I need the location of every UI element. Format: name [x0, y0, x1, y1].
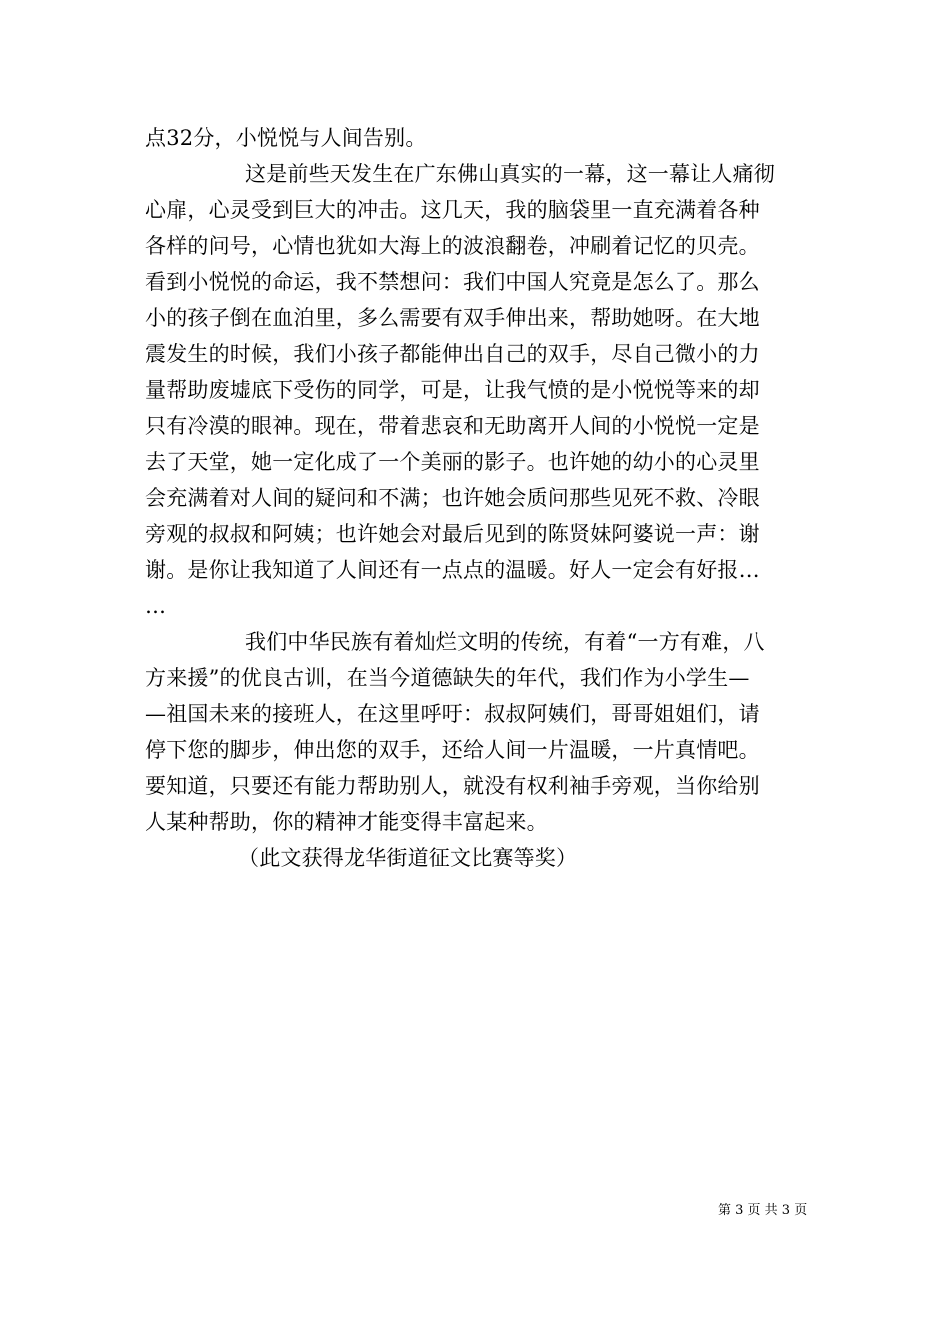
text-line: 我们中华民族有着灿烂文明的传统，有着“一方有难，八 — [245, 630, 765, 654]
text-line: 人某种帮助，你的精神才能变得丰富起来。 — [145, 810, 548, 834]
text-line: 各样的问号，心情也犹如大海上的波浪翻卷，冲刷着记忆的贝壳。 — [145, 234, 760, 258]
text-line: 小的孩子倒在血泊里，多么需要有双手伸出来，帮助她呀。在大地 — [145, 306, 760, 330]
award-note: （此文获得龙华街道征文比赛等奖） — [238, 846, 578, 870]
text-line: 方来援”的优良古训，在当今道德缺失的年代，我们作为小学生— — [145, 666, 750, 690]
text-line: 要知道，只要还有能力帮助别人，就没有权利袖手旁观，当你给别 — [145, 774, 760, 798]
text-line: 旁观的叔叔和阿姨；也许她会对最后见到的陈贤妹阿婆说一声：谢 — [145, 522, 760, 546]
text-line: 谢。是你让我知道了人间还有一点点的温暖。好人一定会有好报… — [145, 558, 760, 582]
page-footer: 第 3 页 共 3 页 — [718, 1203, 808, 1218]
text-line: 看到小悦悦的命运，我不禁想问：我们中国人究竟是怎么了。那么 — [145, 270, 760, 294]
text-line: —祖国未来的接班人，在这里呼吁：叔叔阿姨们，哥哥姐姐们，请 — [145, 702, 760, 726]
text-line: 去了天堂，她一定化成了一个美丽的影子。也许她的幼小的心灵里 — [145, 450, 760, 474]
text-line: 心扉，心灵受到巨大的冲击。这几天，我的脑袋里一直充满着各种 — [145, 198, 760, 222]
text-line: … — [145, 594, 167, 618]
text-line: 点32分，小悦悦与人间告别。 — [145, 126, 427, 150]
text-line: 只有冷漠的眼神。现在，带着悲哀和无助离开人间的小悦悦一定是 — [145, 414, 760, 438]
text-line: 这是前些天发生在广东佛山真实的一幕，这一幕让人痛彻 — [245, 162, 775, 186]
text-line: 会充满着对人间的疑问和不满；也许她会质问那些见死不救、冷眼 — [145, 486, 760, 510]
text-line: 震发生的时候，我们小孩子都能伸出自己的双手，尽自己微小的力 — [145, 342, 760, 366]
text-line: 量帮助废墟底下受伤的同学，可是，让我气愤的是小悦悦等来的却 — [145, 378, 760, 402]
text-line: 停下您的脚步，伸出您的双手，还给人间一片温暖，一片真情吧。 — [145, 738, 760, 762]
